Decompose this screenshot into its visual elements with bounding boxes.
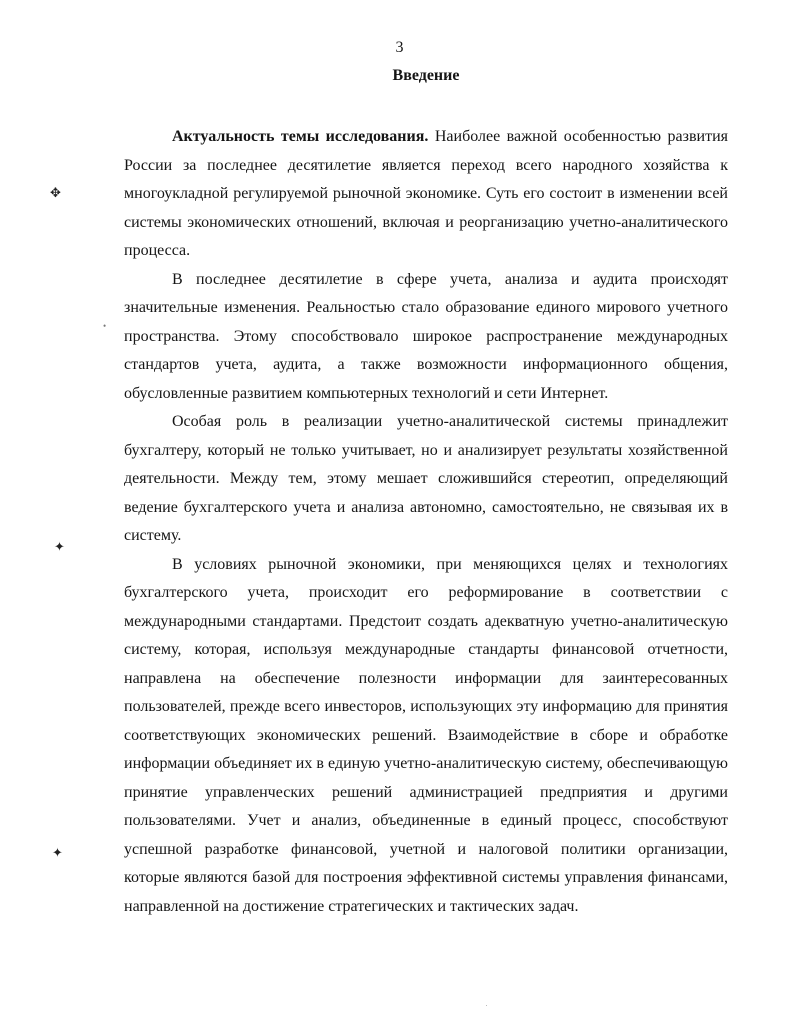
paragraph-relevance	[124, 123, 728, 266]
paragraph-accountant-role: Особая роль в реализации учетно-аналитической системы принадлежит бухгалтеру, который не только учитывает, но и анализирует результаты хозяйственной деятельности. Между тем, этому мешает сложившийся стереотип, определяющий ведение бухгалтерского учета и анализа автономно, самостоятельно, не связывая их в систему.	[124, 413, 728, 544]
scan-mark-icon: ✥	[50, 185, 61, 200]
scan-speck	[486, 1005, 487, 1006]
scan-mark-icon: ✦	[52, 845, 63, 860]
page-heading: Введение	[392, 67, 460, 84]
scan-mark-icon: ✦	[54, 539, 65, 554]
paragraph-changes: В последнее десятилетие в сфере учета, анализа и аудита происходят значительные изменения. Реальностью стало образование единого мирового учетного пространства. Этому способствовало широкое распространение международных стандартов учета, аудита, а также возможности информационного общения, обусловленные развитием компьютерных технологий и сети Интернет.	[124, 270, 728, 402]
document-body	[124, 123, 728, 921]
paragraph-lead: Актуальность темы исследования.	[172, 128, 429, 145]
scan-dot-icon: •	[103, 321, 107, 331]
paragraph-text: Наиболее важной особенностью развития России за последнее десятилетие является переход всего народного хозяйства к многоукладной регулируемой рыночной экономике. Суть его состоит в изменении всей системы экономических отношений, включая и реорганизацию учетно-аналитического процесса.	[124, 128, 729, 259]
paragraph-market-conditions: В условиях рыночной экономики, при меняющихся целях и технологиях бухгалтерского учета, происходит его реформирование в соответствии с международными стандартами. Предстоит создать адекватную учетно-аналитическую систему, которая, используя международные стандарты финансовой отчетности, направлена на обеспечение полезности информации для заинтересованных пользователей, прежде всего инвесторов, использующих эту информацию для принятия соответствующих экономических решений. Взаимодействие в сборе и обработке информации объединяет их в единую учетно-аналитическую систему, обеспечивающую принятие управленческих решений администрацией предприятия и другими пользователями. Учет и анализ, объединенные в единый процесс, способствуют успешной разработке финансовой, учетной и налоговой политики организации, которые являются базой для построения эффективной системы управления финансами, направленной на достижение стратегических и тактических задач.	[124, 555, 728, 915]
page-number: 3	[395, 39, 404, 56]
